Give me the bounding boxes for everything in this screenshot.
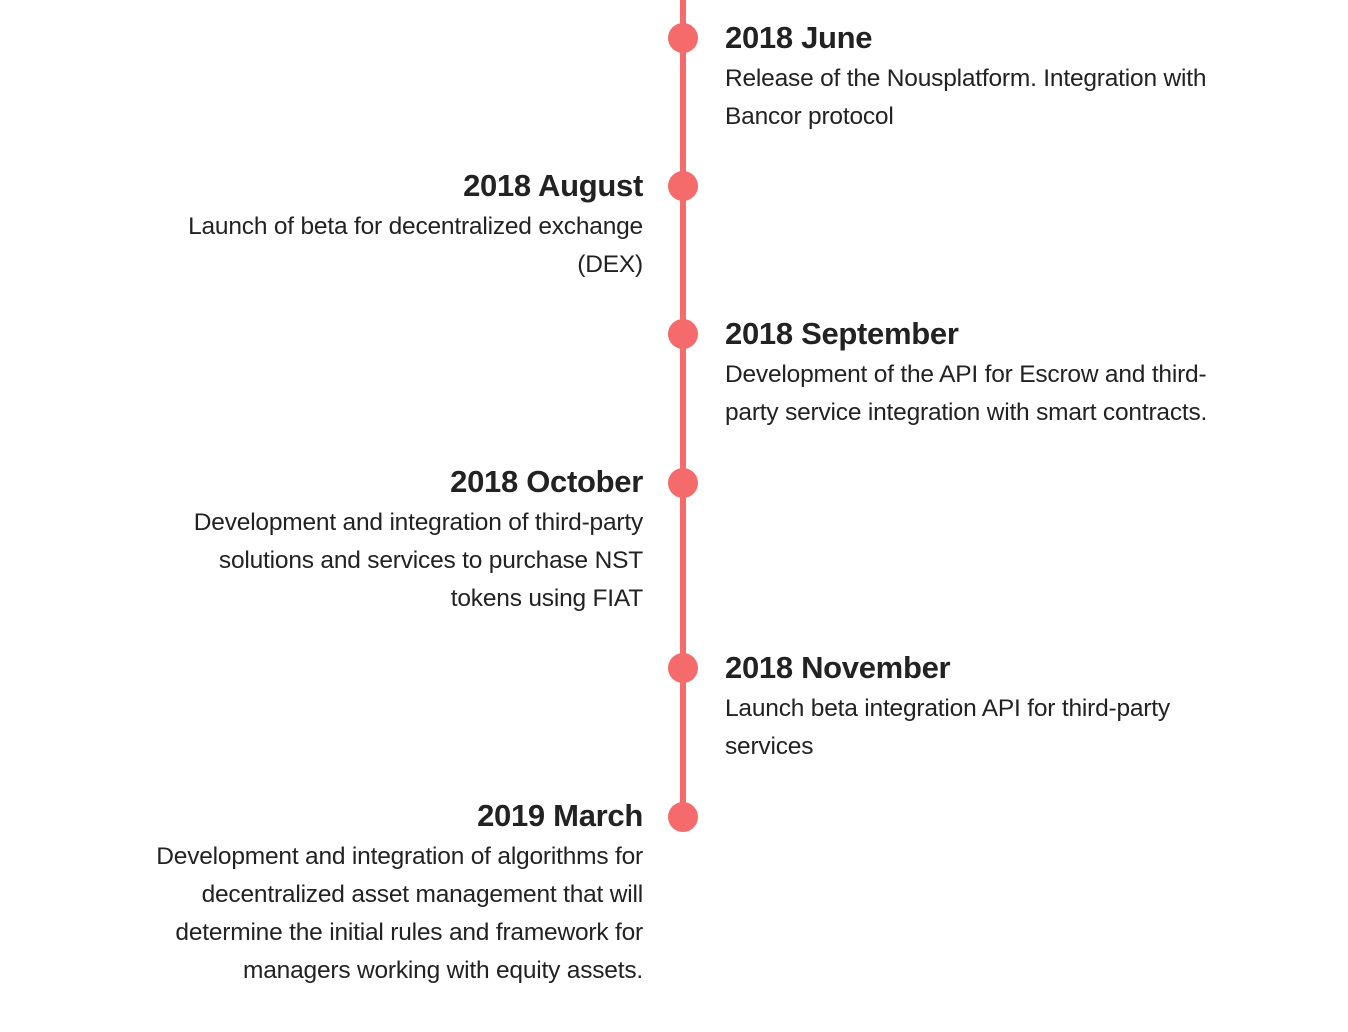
timeline-item-2018-september (725, 312, 1207, 432)
description-line: tokens using FIAT (450, 585, 643, 612)
timeline-item-description (725, 60, 1206, 136)
timeline-item-2018-august (188, 164, 643, 284)
timeline-dot (668, 319, 698, 349)
timeline-item-description (725, 690, 1170, 766)
description-line: determine the initial rules and framework for (175, 919, 643, 946)
timeline-item-description (725, 356, 1207, 432)
timeline-dot (668, 653, 698, 683)
description-line: managers working with equity assets. (243, 957, 643, 984)
description-line: Release of the Nousplatform. Integration with (725, 65, 1207, 92)
timeline-item-2018-november (725, 646, 1170, 766)
timeline-item-description (156, 838, 643, 990)
description-line: (DEX) (577, 251, 643, 278)
description-line: decentralized asset management that will (201, 881, 643, 908)
timeline-item-2019-march (156, 794, 643, 990)
description-line: Bancor protocol (725, 103, 894, 130)
timeline-item-title: 2018 August (463, 168, 643, 203)
timeline-item-2018-october (194, 460, 643, 618)
timeline-item-description (194, 504, 643, 618)
description-line: party service integration with smart contracts. (725, 399, 1208, 426)
timeline-dot (668, 23, 698, 53)
description-line: Launch of beta for decentralized exchange (188, 213, 643, 240)
description-line: Launch beta integration API for third-party (725, 695, 1170, 722)
description-line: solutions and services to purchase NST (218, 547, 643, 574)
description-line: Development and integration of algorithms for (156, 843, 643, 870)
timeline-dot (668, 468, 698, 498)
timeline-dot (668, 802, 698, 832)
timeline-item-title: 2019 March (477, 798, 643, 833)
timeline-item-title: 2018 November (725, 650, 951, 685)
timeline-item-2018-june (725, 16, 1206, 136)
description-line: Development of the API for Escrow and third- (725, 361, 1207, 388)
timeline-item-title: 2018 September (725, 316, 959, 351)
timeline-line (680, 0, 686, 817)
description-line: services (725, 733, 814, 760)
timeline-item-description (188, 208, 643, 284)
timeline-dot (668, 171, 698, 201)
timeline-item-title: 2018 June (725, 20, 873, 55)
description-line: Development and integration of third-party (193, 509, 643, 536)
timeline-item-title: 2018 October (450, 464, 643, 499)
